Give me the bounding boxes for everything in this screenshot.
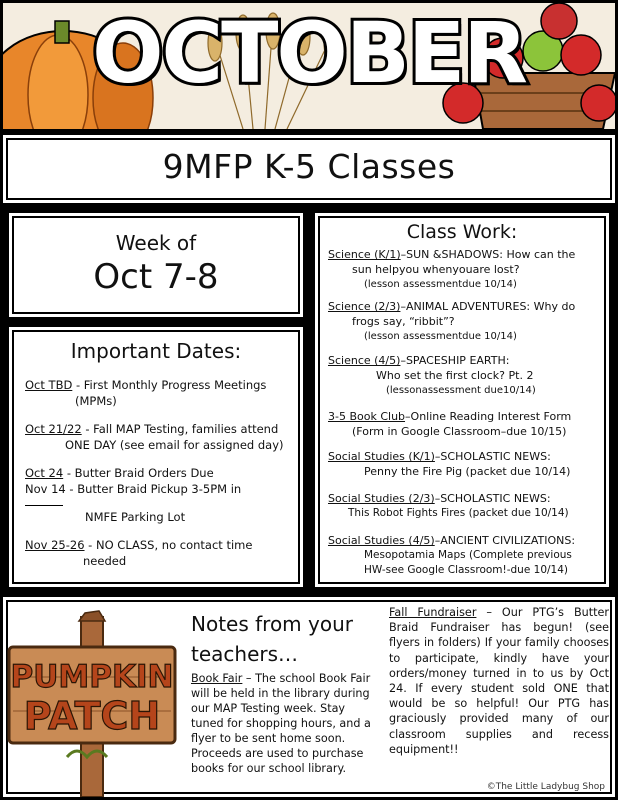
work-line: frogs say, “ribbit”?: [352, 315, 455, 328]
work-line: –SCHOLASTIC NEWS:: [434, 492, 551, 505]
october-banner: [0, 0, 618, 132]
date-entry: [25, 421, 295, 453]
work-note: (lesson assessmentdue 10/14): [364, 279, 517, 290]
work-line: sun helpyou whenyouare lost?: [352, 263, 520, 276]
class-work-title: Class Work:: [406, 221, 518, 243]
work-line: HW-see Google Classroom!-due 10/14): [364, 564, 568, 576]
work-line: –SUN &SHADOWS: How can the: [400, 248, 576, 261]
work-line: Mesopotamia Maps (Complete previous: [364, 549, 572, 561]
copyright-text: ©The Little Ladybug Shop: [486, 782, 605, 792]
book-fair-text: – The school Book Fair will be held in the library during our MAP Testing week. Stay tuned for shopping hours, and a flyer to be sent home soon. Proceeds are used to purchase books for our school library.: [191, 672, 371, 775]
subject: Social Studies (2/3): [328, 492, 435, 505]
class-work-item: [328, 409, 608, 439]
work-line: –ANCIENT CIVILIZATIONS:: [434, 534, 576, 547]
date-label: Oct TBD: [25, 378, 73, 392]
date-text: - NO CLASS, no contact time: [84, 538, 253, 552]
work-line: –SPACESHIP EARTH:: [400, 354, 510, 367]
date-text: - Butter Braid Orders Due: [63, 466, 214, 480]
notes-panel: [0, 594, 618, 800]
divider: [25, 505, 63, 506]
subject: Social Studies (K/1): [328, 450, 435, 463]
work-line: (Form in Google Classroom–due 10/15): [352, 425, 567, 438]
date-entry: [25, 537, 295, 569]
date-text: Nov 14 - Butter Braid Pickup 3-5PM in: [25, 482, 242, 496]
class-work-item: [328, 299, 608, 344]
work-line: –ANIMAL ADVENTURES: Why do: [400, 300, 576, 313]
subject: Social Studies (4/5): [328, 534, 435, 547]
work-line: –Online Reading Interest Form: [405, 410, 572, 423]
date-label: Oct 21/22: [25, 422, 82, 436]
subject: 3-5 Book Club: [328, 410, 406, 423]
work-line: –SCHOLASTIC NEWS:: [434, 450, 551, 463]
week-dates: Oct 7-8: [93, 257, 219, 297]
date-entry: [25, 509, 295, 525]
date-label: Nov 25-26: [25, 538, 85, 552]
date-entry: [25, 377, 295, 409]
class-work-panel: [312, 210, 612, 590]
date-label: Oct 24: [25, 466, 64, 480]
notes-title: Notes from your teachers…: [191, 612, 353, 666]
important-dates-title: Important Dates:: [70, 339, 242, 363]
banner-title: OCTOBER: [92, 4, 526, 102]
class-work-item: [328, 449, 608, 479]
class-title-panel: [0, 132, 618, 206]
date-text: NMFE Parking Lot: [85, 510, 186, 524]
week-label: Week of: [115, 231, 197, 255]
work-note: (lesson assessmentdue 10/14): [364, 331, 517, 342]
subject: Science (2/3): [328, 300, 401, 313]
class-work-item: [328, 491, 608, 521]
week-panel: [6, 210, 306, 320]
subject: Science (4/5): [328, 354, 401, 367]
date-text-cont: ONE DAY (see email for assigned day): [65, 438, 284, 452]
pumpkin-patch-sign-icon: [7, 607, 177, 797]
book-fair-heading: Book Fair: [191, 672, 243, 685]
work-note: (lessonassessment due10/14): [386, 385, 536, 396]
work-line: Who set the first clock? Pt. 2: [376, 369, 534, 382]
important-dates-panel: [6, 324, 306, 590]
class-work-item: [328, 533, 608, 578]
subject: Science (K/1): [328, 248, 401, 261]
class-work-item: [328, 247, 608, 292]
date-text-cont: (MPMs): [75, 394, 117, 408]
sign-line-1: PUMPKIN: [10, 659, 174, 695]
book-fair-note: [191, 671, 381, 776]
date-entry: [25, 465, 295, 481]
class-work-item: [328, 353, 608, 398]
date-entry: [25, 481, 295, 497]
work-line: Penny the Fire Pig (packet due 10/14): [364, 465, 571, 478]
sign-line-2: PATCH: [23, 694, 161, 738]
date-text: - First Monthly Progress Meetings: [72, 378, 267, 392]
page-title: 9MFP K-5 Classes: [162, 147, 456, 186]
fundraiser-text: – Our PTG’s Butter Braid Fundraiser has begun! (see flyers in folders) If your family chooses to participate, kindly have your orders/money turned in to us by Oct 24. If every student sold ONE that would be so helpful! Our PTG has graciously provided many of our classroom supplies and recess equipment!!: [389, 606, 609, 756]
fundraiser-heading: Fall Fundraiser: [389, 606, 477, 619]
date-text: - Fall MAP Testing, families attend: [81, 422, 279, 436]
date-text-cont: needed: [83, 554, 127, 568]
work-line: This Robot Fights Fires (packet due 10/14): [348, 507, 569, 519]
fundraiser-note: [389, 605, 609, 757]
